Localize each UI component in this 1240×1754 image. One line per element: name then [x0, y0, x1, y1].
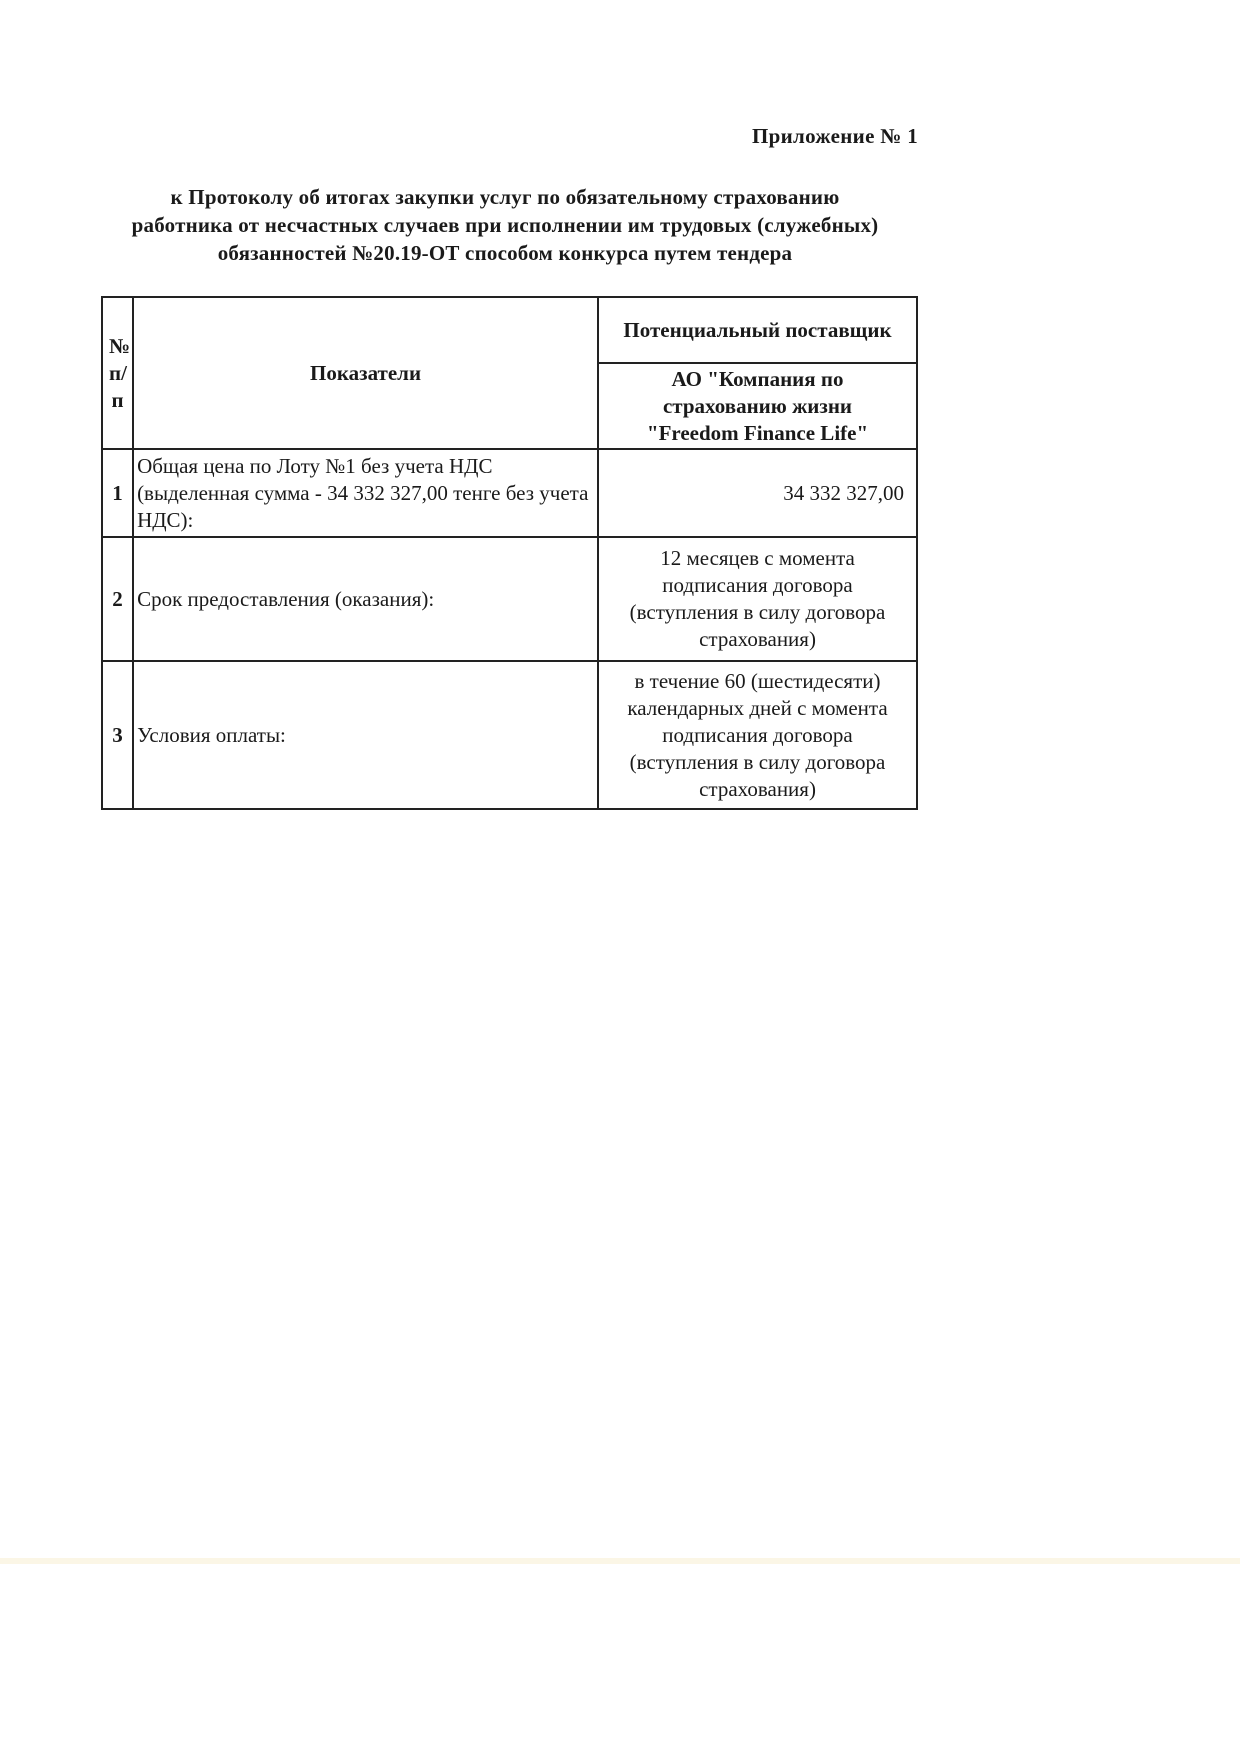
- table-row: [102, 449, 917, 537]
- indicator-service-period: Срок предоставления (оказания):: [133, 537, 598, 661]
- value-line: (вступления в силу договора: [629, 749, 886, 774]
- value-service-period: [598, 537, 917, 661]
- indicator-payment-terms: Условия оплаты:: [133, 661, 598, 809]
- scan-footer-tint: [0, 1558, 1240, 1564]
- value-line: 34 332 327,00: [783, 480, 904, 505]
- row-number: 2: [102, 537, 133, 661]
- value-total-price: [598, 449, 917, 537]
- row-number: 3: [102, 661, 133, 809]
- title-line-3: обязанностей №20.19-ОТ способом конкурса путем тендера: [217, 241, 793, 265]
- header-potential-supplier: Потенциальный поставщик: [598, 297, 917, 363]
- value-line: подписания договора: [662, 573, 853, 597]
- row-number: 1: [102, 449, 133, 537]
- value-line: страхования): [699, 627, 816, 651]
- value-line: в течение 60 (шестидесяти): [634, 668, 881, 693]
- header-company-name: [598, 363, 917, 449]
- value-line: календарных дней с момента: [627, 695, 888, 720]
- header-indicators: Показатели: [133, 297, 598, 449]
- annex-label: Приложение № 1: [752, 124, 918, 148]
- company-name-line-3: "Freedom Finance Life": [646, 420, 869, 445]
- value-line: страхования): [699, 776, 816, 801]
- value-line: подписания договора: [662, 722, 853, 747]
- procurement-results-table: [101, 296, 918, 810]
- table-row: [102, 537, 917, 661]
- title-line-1: к Протоколу об итогах закупки услуг по обязательному страхованию: [170, 185, 840, 209]
- table-row: [102, 661, 917, 809]
- value-payment-terms: [598, 661, 917, 809]
- value-line: 12 месяцев с момента: [660, 546, 855, 570]
- company-name-line-1: АО "Компания по: [671, 366, 844, 391]
- header-row-number: № п/п: [102, 297, 133, 449]
- document-title: [90, 183, 920, 267]
- title-line-2: работника от несчастных случаев при исполнении им трудовых (служебных): [131, 213, 879, 237]
- company-name-line-2: страхованию жизни: [662, 393, 853, 418]
- value-line: (вступления в силу договора: [629, 600, 886, 624]
- indicator-total-price: Общая цена по Лоту №1 без учета НДС (выделенная сумма - 34 332 327,00 тенге без учета НДС):: [133, 449, 598, 537]
